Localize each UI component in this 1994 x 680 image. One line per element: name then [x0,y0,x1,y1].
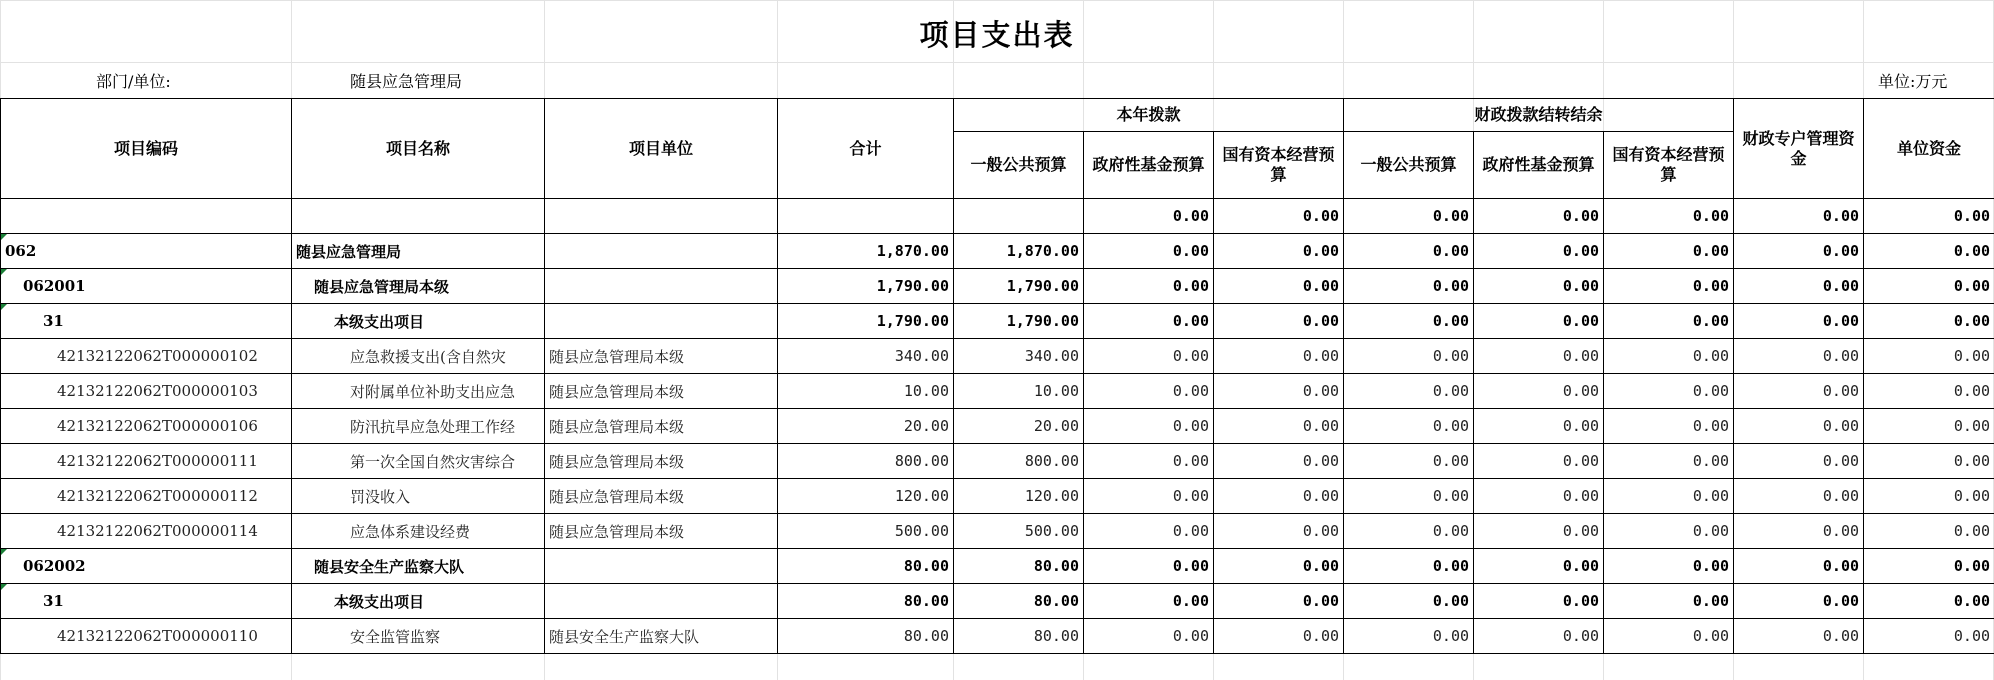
cell-code[interactable]: 062 [1,234,292,269]
cell-value[interactable]: 0.00 [1864,549,1994,584]
cell-value[interactable]: 0.00 [1734,514,1864,549]
cell-name[interactable] [292,199,545,234]
cell-value[interactable]: 0.00 [1734,234,1864,269]
cell-value[interactable]: 0.00 [1344,339,1474,374]
cell-value[interactable]: 1,790.00 [954,269,1084,304]
cell-value[interactable]: 80.00 [954,584,1084,619]
cell-unit[interactable]: 随县应急管理局本级 [545,479,778,514]
cell-code[interactable]: 31 [1,304,292,339]
cell-value[interactable]: 80.00 [778,584,954,619]
cell-value[interactable]: 0.00 [1734,479,1864,514]
cell-value[interactable]: 1,870.00 [778,234,954,269]
header-unit-funds[interactable]: 单位资金 [1864,99,1994,199]
header-carry-gov-fund[interactable]: 政府性基金预算 [1474,132,1604,199]
cell-value[interactable]: 0.00 [1084,304,1214,339]
cell-value[interactable]: 0.00 [1474,444,1604,479]
cell-value[interactable]: 0.00 [1474,234,1604,269]
cell-unit[interactable]: 随县安全生产监察大队 [545,619,778,654]
cell-value[interactable]: 0.00 [1084,374,1214,409]
cell-value[interactable]: 0.00 [1214,269,1344,304]
cell-value[interactable]: 0.00 [1864,339,1994,374]
cell-value[interactable]: 0.00 [1344,199,1474,234]
cell-value[interactable]: 0.00 [1474,619,1604,654]
cell-unit[interactable] [545,584,778,619]
cell-value[interactable]: 0.00 [1084,199,1214,234]
table-row [1,619,1994,654]
cell-name[interactable]: 随县应急管理局本级 [292,269,545,304]
header-carry-state-capital[interactable]: 国有资本经营预算 [1604,132,1734,199]
table-row [1,514,1994,549]
cell-value[interactable]: 0.00 [1344,479,1474,514]
cell-value[interactable]: 10.00 [778,374,954,409]
cell-value[interactable]: 0.00 [1864,514,1994,549]
cell-value[interactable]: 0.00 [1344,234,1474,269]
cell-value[interactable]: 0.00 [1214,619,1344,654]
cell-value[interactable]: 0.00 [1604,444,1734,479]
cell-value[interactable]: 0.00 [1734,304,1864,339]
cell-value[interactable]: 0.00 [1864,409,1994,444]
cell-value[interactable]: 0.00 [1214,409,1344,444]
cell-value[interactable]: 0.00 [1344,374,1474,409]
cell-value[interactable]: 0.00 [1864,304,1994,339]
cell-value[interactable]: 0.00 [1344,269,1474,304]
cell-value[interactable]: 0.00 [1604,549,1734,584]
header-special[interactable]: 财政专户管理资金 [1734,99,1864,199]
cell-value[interactable]: 0.00 [1604,479,1734,514]
cell-value[interactable]: 0.00 [1214,234,1344,269]
cell-value[interactable]: 0.00 [1604,304,1734,339]
table-row [1,234,1994,269]
cell-code[interactable]: 42132122062T000000111 [1,444,292,479]
cell-value[interactable]: 0.00 [1734,584,1864,619]
cell-value[interactable]: 340.00 [954,339,1084,374]
cell-value[interactable]: 0.00 [1084,584,1214,619]
header-group-current[interactable]: 本年拨款 [954,99,1344,132]
cell-value[interactable]: 20.00 [954,409,1084,444]
cell-name[interactable]: 本级支出项目 [292,304,545,339]
cell-code[interactable]: 42132122062T000000112 [1,479,292,514]
cell-value[interactable]: 0.00 [1344,444,1474,479]
header-name[interactable]: 项目名称 [292,99,545,199]
cell-value[interactable]: 0.00 [1084,234,1214,269]
cell-value[interactable]: 0.00 [1084,269,1214,304]
page-title: 项目支出表 [919,18,1075,52]
cell-value[interactable]: 0.00 [1214,549,1344,584]
table-row [1,374,1994,409]
cell-value[interactable]: 0.00 [1344,619,1474,654]
cell-name[interactable]: 罚没收入 [292,479,545,514]
cell-value[interactable]: 0.00 [1084,549,1214,584]
table-row [1,584,1994,619]
cell-value[interactable]: 0.00 [1604,584,1734,619]
header-group-carry[interactable]: 财政拨款结转结余 [1344,99,1734,132]
unit-label: 单位:万元 [1878,72,1948,91]
cell-unit[interactable] [545,549,778,584]
cell-value[interactable]: 0.00 [1474,339,1604,374]
cell-name[interactable]: 随县应急管理局 [292,234,545,269]
cell-value[interactable]: 0.00 [1474,199,1604,234]
cell-value[interactable]: 0.00 [1734,444,1864,479]
cell-value[interactable]: 0.00 [1604,269,1734,304]
cell-value[interactable]: 80.00 [778,549,954,584]
cell-value[interactable]: 0.00 [1864,444,1994,479]
cell-unit[interactable] [545,199,778,234]
cell-code[interactable]: 42132122062T000000106 [1,409,292,444]
cell-unit[interactable] [545,234,778,269]
cell-value[interactable]: 0.00 [1344,584,1474,619]
cell-value[interactable]: 0.00 [1734,339,1864,374]
cell-value[interactable]: 120.00 [778,479,954,514]
cell-value[interactable] [778,199,954,234]
cell-value[interactable]: 0.00 [1214,304,1344,339]
cell-value[interactable]: 0.00 [1734,549,1864,584]
cell-value[interactable]: 0.00 [1604,374,1734,409]
cell-value[interactable]: 0.00 [1864,269,1994,304]
table-row [1,549,1994,584]
cell-value[interactable]: 0.00 [1734,269,1864,304]
cell-value[interactable]: 0.00 [1214,514,1344,549]
cell-name[interactable]: 对附属单位补助支出应急 [292,374,545,409]
cell-value[interactable]: 1,870.00 [954,234,1084,269]
cell-value[interactable]: 80.00 [778,619,954,654]
cell-value[interactable]: 0.00 [1604,619,1734,654]
table-row [1,304,1994,339]
cell-value[interactable]: 340.00 [778,339,954,374]
cell-value[interactable]: 20.00 [778,409,954,444]
cell-value[interactable]: 0.00 [1084,444,1214,479]
header-state-capital[interactable]: 国有资本经营预算 [1214,132,1344,199]
cell-value[interactable]: 80.00 [954,549,1084,584]
cell-value[interactable]: 0.00 [1734,619,1864,654]
cell-value[interactable]: 0.00 [1344,549,1474,584]
cell-value[interactable]: 0.00 [1604,514,1734,549]
cell-value[interactable]: 0.00 [1084,619,1214,654]
dept-value: 随县应急管理局 [350,72,463,91]
cell-value[interactable]: 10.00 [954,374,1084,409]
cell-value[interactable]: 800.00 [954,444,1084,479]
dept-label: 部门/单位: [96,72,171,91]
cell-name[interactable]: 第一次全国自然灾害综合 [292,444,545,479]
cell-value[interactable]: 0.00 [1344,409,1474,444]
cell-value[interactable]: 0.00 [1474,584,1604,619]
header-general[interactable]: 一般公共预算 [954,132,1084,199]
cell-value[interactable]: 0.00 [1084,339,1214,374]
header-code[interactable]: 项目编码 [1,99,292,199]
cell-value[interactable]: 0.00 [1344,514,1474,549]
cell-value[interactable]: 0.00 [1864,234,1994,269]
cell-value[interactable]: 0.00 [1214,339,1344,374]
header-unit[interactable]: 项目单位 [545,99,778,199]
cell-value[interactable]: 0.00 [1084,514,1214,549]
header-carry-general[interactable]: 一般公共预算 [1344,132,1474,199]
cell-value[interactable]: 1,790.00 [778,304,954,339]
cell-value[interactable]: 80.00 [954,619,1084,654]
cell-value[interactable]: 0.00 [1604,234,1734,269]
cell-value[interactable]: 0.00 [1864,619,1994,654]
cell-name[interactable]: 应急体系建设经费 [292,514,545,549]
project-expenditure-table [0,98,1994,654]
cell-name[interactable]: 防汛抗旱应急处理工作经 [292,409,545,444]
table-row [1,199,1994,234]
cell-value[interactable]: 120.00 [954,479,1084,514]
cell-value[interactable]: 0.00 [1864,374,1994,409]
table-row [1,339,1994,374]
cell-value[interactable]: 0.00 [1214,199,1344,234]
cell-value[interactable]: 0.00 [1734,199,1864,234]
cell-value[interactable]: 0.00 [1474,374,1604,409]
cell-code[interactable]: 31 [1,584,292,619]
cell-value[interactable]: 0.00 [1214,374,1344,409]
cell-unit[interactable]: 随县应急管理局本级 [545,374,778,409]
cell-value[interactable]: 0.00 [1474,304,1604,339]
cell-value[interactable]: 0.00 [1214,444,1344,479]
table-row [1,269,1994,304]
cell-value[interactable]: 0.00 [1604,339,1734,374]
cell-value[interactable]: 1,790.00 [778,269,954,304]
table-row [1,444,1994,479]
cell-value[interactable]: 0.00 [1474,479,1604,514]
cell-value[interactable]: 0.00 [1864,584,1994,619]
table-row [1,479,1994,514]
cell-code[interactable]: 42132122062T000000103 [1,374,292,409]
cell-unit[interactable]: 随县应急管理局本级 [545,444,778,479]
cell-value[interactable]: 500.00 [954,514,1084,549]
cell-unit[interactable]: 随县应急管理局本级 [545,409,778,444]
cell-code[interactable]: 062002 [1,549,292,584]
cell-unit[interactable] [545,269,778,304]
cell-value[interactable]: 0.00 [1604,199,1734,234]
cell-value[interactable]: 0.00 [1604,409,1734,444]
cell-value[interactable]: 0.00 [1214,584,1344,619]
cell-name[interactable]: 应急救援支出(含自然灾 [292,339,545,374]
cell-code[interactable] [1,199,292,234]
cell-value[interactable]: 0.00 [1864,199,1994,234]
cell-unit[interactable]: 随县应急管理局本级 [545,514,778,549]
cell-value[interactable]: 0.00 [1084,479,1214,514]
cell-value[interactable]: 0.00 [1084,409,1214,444]
cell-value[interactable]: 0.00 [1474,409,1604,444]
cell-code[interactable]: 42132122062T000000110 [1,619,292,654]
cell-value[interactable]: 0.00 [1344,304,1474,339]
cell-value[interactable]: 500.00 [778,514,954,549]
header-total[interactable]: 合计 [778,99,954,199]
cell-code[interactable]: 42132122062T000000102 [1,339,292,374]
cell-name[interactable]: 安全监管监察 [292,619,545,654]
header-gov-fund[interactable]: 政府性基金预算 [1084,132,1214,199]
cell-unit[interactable]: 随县应急管理局本级 [545,339,778,374]
cell-value[interactable]: 800.00 [778,444,954,479]
cell-value[interactable]: 0.00 [1864,479,1994,514]
cell-code[interactable]: 062001 [1,269,292,304]
cell-name[interactable]: 本级支出项目 [292,584,545,619]
cell-value[interactable]: 0.00 [1734,409,1864,444]
cell-value[interactable]: 0.00 [1474,514,1604,549]
cell-value[interactable] [954,199,1084,234]
cell-unit[interactable] [545,304,778,339]
table-body [1,199,1994,654]
cell-name[interactable]: 随县安全生产监察大队 [292,549,545,584]
cell-value[interactable]: 0.00 [1474,269,1604,304]
cell-value[interactable]: 0.00 [1474,549,1604,584]
cell-value[interactable]: 0.00 [1214,479,1344,514]
table-row [1,409,1994,444]
cell-code[interactable]: 42132122062T000000114 [1,514,292,549]
cell-value[interactable]: 1,790.00 [954,304,1084,339]
cell-value[interactable]: 0.00 [1734,374,1864,409]
